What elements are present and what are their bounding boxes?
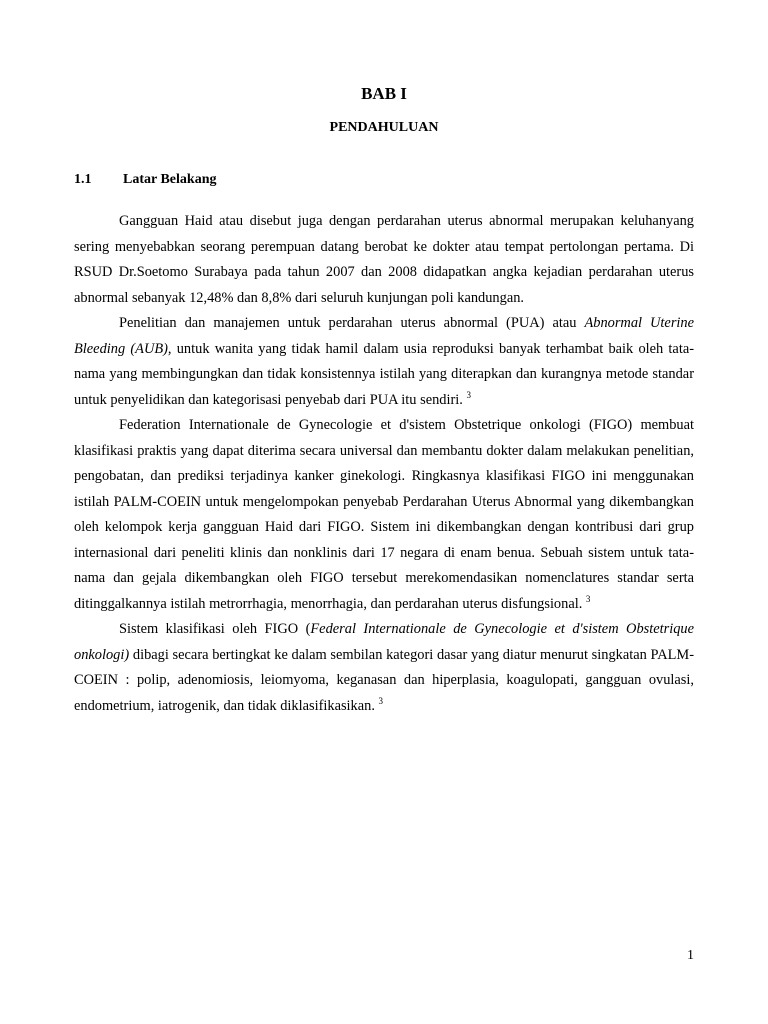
reference-superscript: 3 [466, 389, 471, 400]
paragraph-3 [74, 413, 694, 617]
section-number: 1.1 [74, 172, 92, 187]
paragraph-3-text: Federation Internationale de Gynecologie et d'sistem Obstetrique onkologi (FIGO) membuat klasifikasi praktis yang dapat diterima secara universal dan membantu dokter dalam melakukan penelitian, pengobatan, dan prediksi terjadinya kanker ginekologi. Ringkasnya klasifikasi FIGO ini menggunakan istilah PALM-COEIN untuk mengelompokan penyebab Perdarahan Uterus Abnormal yang dikembangkan oleh kelompok kerja gangguan Haid dari FIGO. Sistem ini dikembangkan dengan kontribusi dari grup internasional dari peneliti klinis dan nonklinis dari 17 negara di enam benua. Sebuah sistem untuk tata-nama dan gejala dikembangkan oleh FIGO tersebut merekomendasikan nomenclatures standar serta ditinggalkannya istilah metrorrhagia, menorrhagia, dan perdarahan uterus disfungsional. [74, 417, 694, 612]
paragraph-4-text-a: Sistem klasifikasi oleh FIGO ( [119, 621, 311, 637]
paragraph-1-text: Gangguan Haid atau disebut juga dengan perdarahan uterus abnormal merupakan keluhanyang sering menyebabkan seorang perempuan datang berobat ke dokter atau tempat pertolongan pertama. Di RSUD Dr.Soetomo Surabaya pada tahun 2007 dan 2008 didapatkan angka kejadian perdarahan uterus abnormal sebanyak 12,48% dan 8,8% dari seluruh kunjungan poli kandungan. [74, 213, 694, 306]
paragraph-4-italic-term: Federal Internationale de Gynecologie et d'sistem Obstetrique onkologi) [74, 621, 695, 663]
page-number: 1 [687, 948, 694, 963]
reference-superscript: 3 [585, 593, 591, 604]
paragraph-1 [74, 209, 694, 311]
paragraph-2-italic-term: Abnormal Uterine Bleeding (AUB) [74, 315, 695, 357]
paragraph-2-text-b: , untuk wanita yang tidak hamil dalam usia reproduksi banyak terhambat baik oleh tata-nama yang membingungkan dan tidak konsistennya istilah yang diterapkan dan kurangnya metode standar untuk penyelidikan dan kategorisasi penyebab dari PUA itu sendiri. [74, 340, 694, 408]
paragraph-2 [74, 311, 694, 413]
body-text [74, 209, 694, 719]
section-title: Latar Belakang [123, 172, 217, 187]
chapter-heading: BAB I [361, 84, 407, 103]
chapter-title: PENDAHULUAN [329, 120, 439, 135]
paragraph-4 [74, 617, 694, 719]
paragraph-2-text-a: Penelitian dan manajemen untuk perdarahan uterus abnormal (PUA) atau [119, 315, 585, 331]
section-heading [74, 172, 216, 188]
paragraph-4-text-b: dibagi secara bertingkat ke dalam sembilan kategori dasar yang diatur menurut singkatan PALM-COEIN : polip, adenomiosis, leiomyoma, keganasan dan hiperplasia, koagulopati, gangguan ovulasi, endometrium, iatrogenik, dan tidak diklasifikasikan. [74, 646, 694, 714]
reference-superscript: 3 [378, 695, 384, 706]
